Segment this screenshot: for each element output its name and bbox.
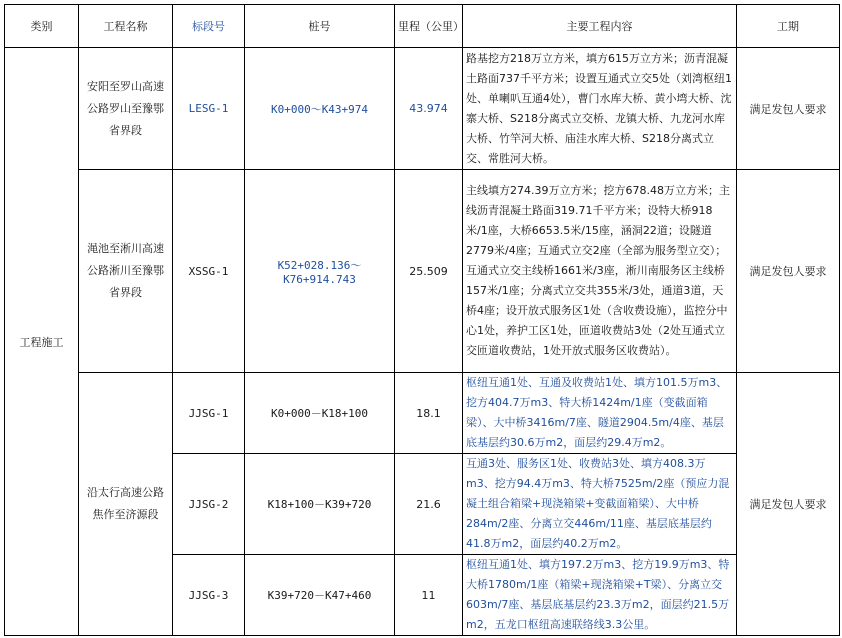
project-name: 安阳至罗山高速公路罗山至豫鄂省界段: [79, 48, 173, 170]
mileage: 11: [395, 555, 463, 636]
project-table: [4, 4, 840, 636]
project-name: 渑池至淅川高速公路淅川至豫鄂省界段: [79, 170, 173, 373]
mileage: 43.974: [395, 48, 463, 170]
section-no: JJSG-2: [173, 454, 245, 555]
header-category: 类别: [5, 5, 79, 48]
stake: K0+000－K18+100: [245, 373, 395, 454]
table-row: [5, 373, 840, 454]
table-row: [5, 170, 840, 373]
main-work: 互通3处、服务区1处、收费站3处、填方408.3万m3、挖方94.4万m3、特大桥7525m/2座（预应力混凝土组合箱梁+现浇箱梁+变截面箱梁）、大中桥284m/2座、分离立交446m/11座、基层底基层约41.8万m2，面层约40.2万m2。: [463, 454, 737, 555]
section-no: XSSG-1: [173, 170, 245, 373]
stake: K39+720－K47+460: [245, 555, 395, 636]
duration: 满足发包人要求: [737, 48, 840, 170]
table-row: [5, 48, 840, 170]
section-no: JJSG-1: [173, 373, 245, 454]
stake: K52+028.136～K76+914.743: [245, 170, 395, 373]
category-cell: 工程施工: [5, 48, 79, 636]
section-no: LESG-1: [173, 48, 245, 170]
section-no: JJSG-3: [173, 555, 245, 636]
main-work: 路基挖方218万立方米，填方615万立方米；沥青混凝土路面737千平方米；设置互通式立交5处（刘湾枢纽1处、单喇叭互通4处），曹门水库大桥、黄小塆大桥、沈寨大桥、S218分离式立交桥、龙镇大桥、九龙河水库大桥、竹竿河大桥、庙洼水库大桥、S218分离式立交、常胜河大桥。: [463, 48, 737, 170]
header-mileage: 里程（公里）: [395, 5, 463, 48]
main-work: 枢纽互通1处、互通及收费站1处、填方101.5万m3、挖方404.7万m3、特大桥1424m/1座（变截面箱梁）、大中桥3416m/7座、隧道2904.5m/4座、基层底基层约30.6万m2，面层约29.4万m2。: [463, 373, 737, 454]
mileage: 25.509: [395, 170, 463, 373]
header-section-no: 标段号: [173, 5, 245, 48]
duration: 满足发包人要求: [737, 170, 840, 373]
mileage: 18.1: [395, 373, 463, 454]
mileage: 21.6: [395, 454, 463, 555]
header-project-name: 工程名称: [79, 5, 173, 48]
project-name: 沿太行高速公路焦作至济源段: [79, 373, 173, 636]
main-work: 枢纽互通1处、填方197.2万m3、挖方19.9万m3、特大桥1780m/1座（箱梁+现浇箱梁+T梁）、分离立交603m/7座、基层底基层约23.3万m2，面层约21.5万m2，五龙口枢纽高速联络线3.3公里。: [463, 555, 737, 636]
header-stake: 桩号: [245, 5, 395, 48]
duration: 满足发包人要求: [737, 373, 840, 636]
stake: K0+000～K43+974: [245, 48, 395, 170]
header-main-work: 主要工程内容: [463, 5, 737, 48]
header-duration: 工期: [737, 5, 840, 48]
main-work: 主线填方274.39万立方米；挖方678.48万立方米；主线沥青混凝土路面319.71千平方米；设特大桥918米/1座，大桥6653.5米/15座，涵洞22道；设隧道2779米/4座；互通式立交2座（全部为服务型立交）；互通式立交主线桥1661米/3座，淅川南服务区主线桥157米/1座；分离式立交共355米/3处，通道3道，天桥4座；设开放式服务区1处（含收费设施），监控分中心1处，养护工区1处，匝道收费站3处（2处互通式立交匝道收费站，1处开放式服务区收费站）。: [463, 170, 737, 373]
header-row: [5, 5, 840, 48]
stake: K18+100－K39+720: [245, 454, 395, 555]
